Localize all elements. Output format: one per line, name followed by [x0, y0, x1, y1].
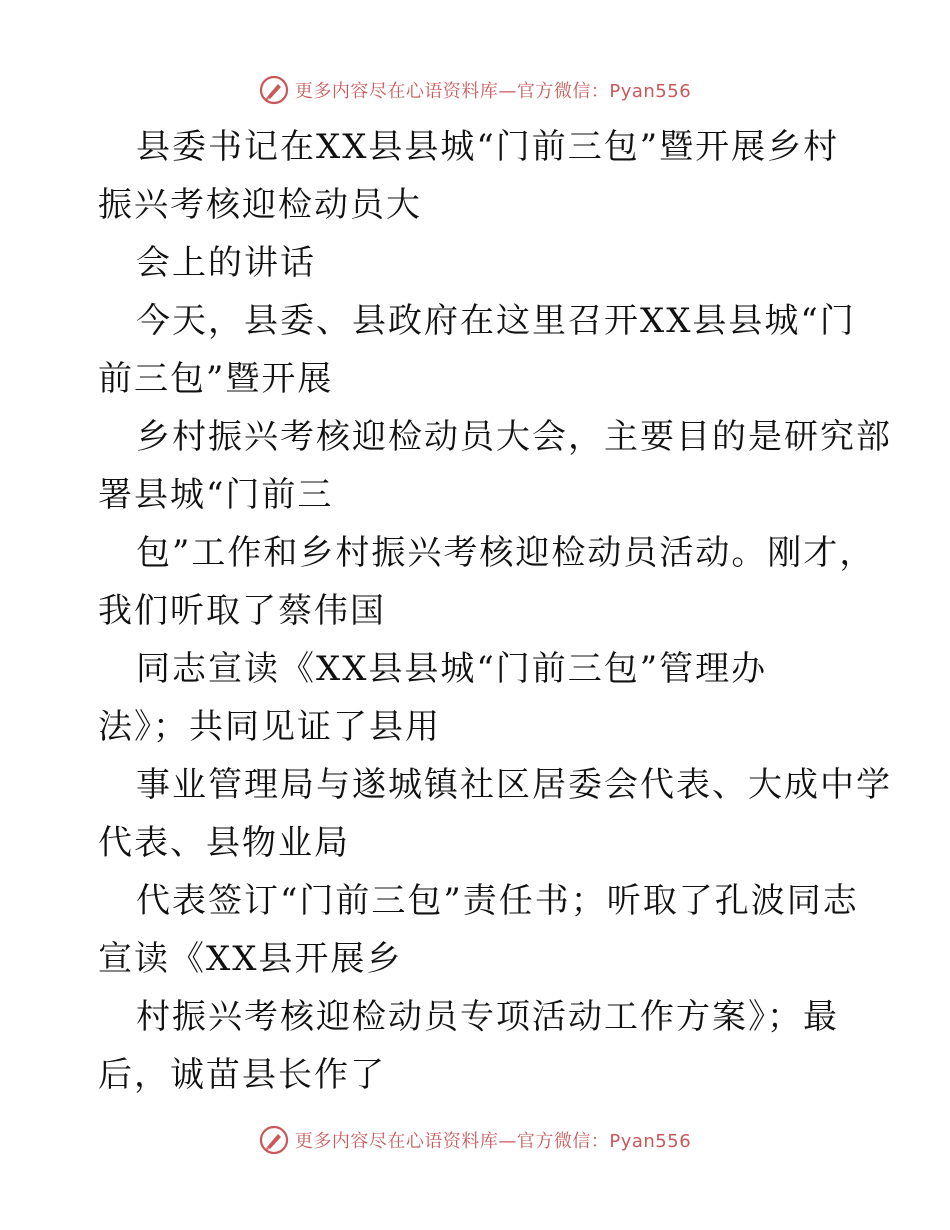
pen-logo-icon: [259, 1125, 289, 1155]
pen-logo-icon: [259, 75, 289, 105]
banner-text: 更多内容尽在心语资料库—官方微信：Pyan556: [294, 81, 692, 102]
paragraph-line: 今天，县委、县政府在这里召开XX县县城“门: [136, 301, 856, 341]
title-line: 会上的讲话: [136, 243, 316, 283]
paragraph-line: 宣读《XX县开展乡: [98, 939, 403, 979]
paragraph-line: 署县城“门前三: [98, 475, 334, 515]
paragraph-line: 我们听取了蔡伟国: [98, 591, 386, 631]
footer-banner: [0, 1120, 950, 1160]
paragraph-line: 包”工作和乡村振兴考核迎检动员活动。刚才，: [136, 533, 876, 573]
paragraph-line: 同志宣读《XX县县城“门前三包”管理办: [136, 649, 768, 689]
paragraph-line: 法》；共同见证了县用: [98, 707, 441, 747]
header-banner: [0, 70, 950, 110]
paragraph-line: 事业管理局与遂城镇社区居委会代表、大成中学: [136, 765, 892, 805]
paragraph-line: 代表、县物业局: [98, 823, 350, 863]
paragraph-line: 村振兴考核迎检动员专项活动工作方案》；最: [136, 997, 839, 1037]
title-line: 县委书记在XX县县城“门前三包”暨开展乡村: [136, 127, 840, 167]
title-line: 振兴考核迎检动员大: [98, 185, 422, 225]
banner-text: 更多内容尽在心语资料库—官方微信：Pyan556: [294, 1131, 692, 1152]
paragraph-line: 乡村振兴考核迎检动员大会，主要目的是研究部: [136, 417, 892, 457]
paragraph-line: 前三包”暨开展: [98, 359, 334, 399]
paragraph-line: 后，诚苗县长作了: [98, 1055, 386, 1095]
paragraph-line: 代表签订“门前三包”责任书；听取了孔波同志: [136, 881, 859, 921]
